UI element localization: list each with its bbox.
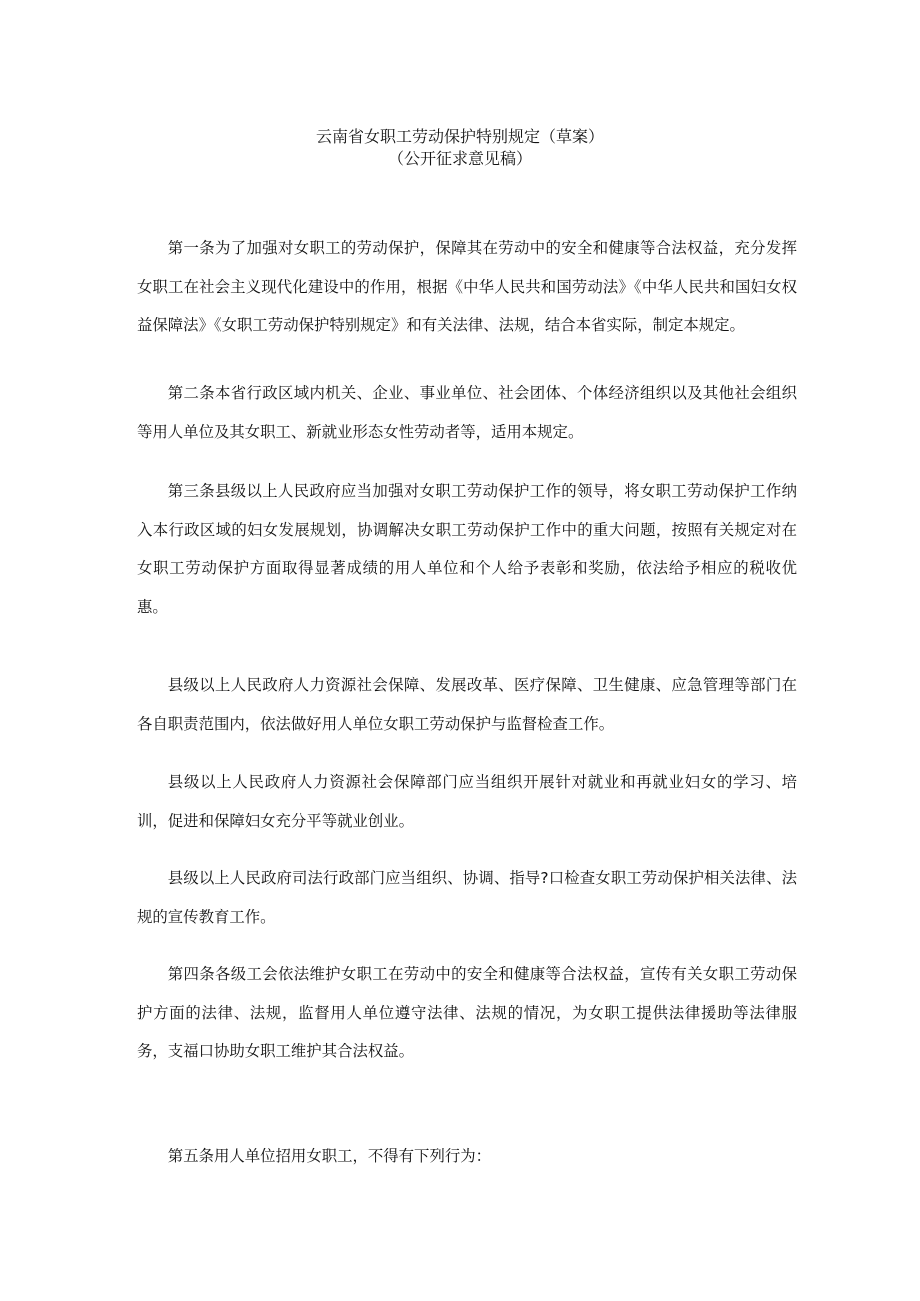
paragraph-text: 第四条各级工会依法维护女职工在劳动中的安全和健康等合法权益，宣传有关女职工劳动保护方面的法律、法规，监督用人单位遵守法律、法规的情况，为女职工提供法律援助等法律服务，支福口协助女职工维护其合法权益。 (137, 965, 797, 1060)
title-block (0, 126, 920, 170)
paragraph-article-5 (137, 1137, 797, 1176)
paragraph-article-2 (137, 374, 797, 451)
paragraph-text: 县级以上人民政府人力资源社会保障部门应当组织开展针对就业和再就业妇女的学习、培训，促进和保障妇女充分平等就业创业。 (137, 773, 797, 830)
paragraph-text: 第二条本省行政区域内机关、企业、事业单位、社会团体、个体经济组织以及其他社会组织等用人单位及其女职工、新就业形态女性劳动者等，适用本规定。 (137, 384, 797, 441)
paragraph-article-3-clause-3 (137, 763, 797, 840)
document-title: 云南省女职工劳动保护特别规定（草案） (315, 127, 604, 146)
paragraph-article-4 (137, 955, 797, 1071)
paragraph-text: 第三条县级以上人民政府应当加强对女职工劳动保护工作的领导，将女职工劳动保护工作纳入本行政区域的妇女发展规划，协调解决女职工劳动保护工作中的重大问题，按照有关规定对在女职工劳动保护方面取得显著成绩的用人单位和个人给予表彰和奖励，依法给予相应的税收优惠。 (137, 482, 797, 616)
paragraph-text: 县级以上人民政府人力资源社会保障、发展改革、医疗保障、卫生健康、应急管理等部门在各自职责范围内，依法做好用人单位女职工劳动保护与监督检查工作。 (137, 676, 797, 733)
paragraph-article-3-clause-4 (137, 859, 797, 936)
paragraph-article-3-clause-2 (137, 666, 797, 743)
paragraph-text: 第五条用人单位招用女职工，不得有下列行为： (167, 1147, 492, 1165)
paragraph-article-3 (137, 472, 797, 626)
paragraph-text: 县级以上人民政府司法行政部门应当组织、协调、指导?口检查女职工劳动保护相关法律、法规的宣传教育工作。 (137, 869, 797, 926)
paragraph-text: 第一条为了加强对女职工的劳动保护，保障其在劳动中的安全和健康等合法权益，充分发挥女职工在社会主义现代化建设中的作用，根据《中华人民共和国劳动法》《中华人民共和国妇女权益保障法》《女职工劳动保护特别规定》和有关法律、法规，结合本省实际，制定本规定。 (137, 239, 797, 334)
paragraph-article-1 (137, 229, 797, 345)
document-subtitle: （公开征求意见稿） (387, 149, 532, 168)
